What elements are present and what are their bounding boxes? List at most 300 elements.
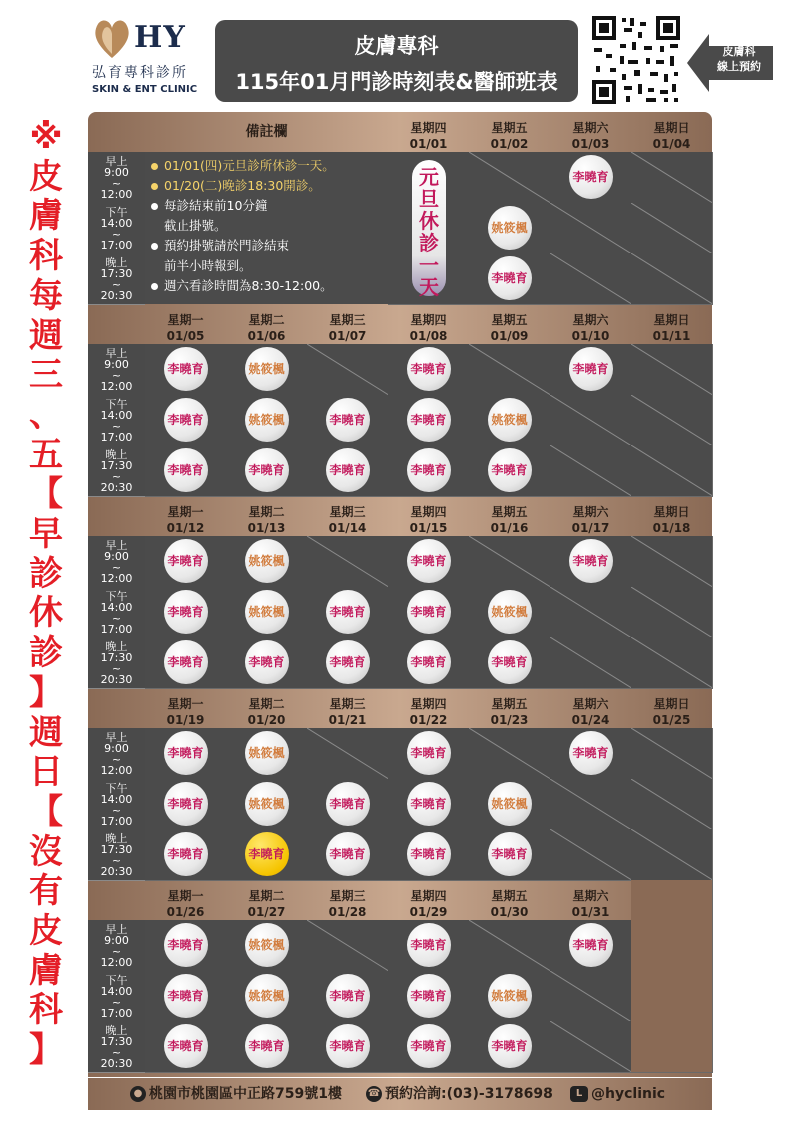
- side-notice-char: 每: [29, 275, 63, 316]
- remark-line: [151, 198, 267, 214]
- time-sep: ~: [111, 227, 122, 241]
- time-start: 17:30: [100, 459, 133, 473]
- qr-code-icon[interactable]: [590, 14, 682, 106]
- time-start: 9:00: [104, 166, 129, 179]
- side-notice-char: 、: [29, 394, 63, 435]
- doctor-badge[interactable]: 李曉育: [569, 347, 613, 391]
- doctor-badge[interactable]: 李曉育: [245, 1024, 289, 1068]
- time-slot-label: [88, 395, 145, 447]
- time-end: 12:00: [100, 956, 133, 969]
- time-end: 20:30: [100, 673, 133, 687]
- doctor-badge[interactable]: 李曉育: [164, 347, 208, 391]
- doctor-badge[interactable]: 姚筱楓: [245, 398, 289, 442]
- clinic-logo: [92, 12, 207, 102]
- time-start: 17:30: [100, 843, 133, 857]
- remark-text: 截止掛號。: [164, 218, 227, 233]
- time-start: 17:30: [100, 651, 133, 665]
- remark-line: [151, 238, 289, 254]
- schedule-cell: [469, 395, 551, 447]
- page-title-box: [215, 20, 578, 102]
- date-label: 01/04: [652, 137, 691, 151]
- doctor-badge[interactable]: 李曉育: [326, 640, 370, 684]
- weekday-label: 星期一: [167, 889, 204, 903]
- date-label: 01/12: [166, 521, 205, 535]
- date-label: 01/16: [490, 521, 529, 535]
- doctor-badge[interactable]: 李曉育: [407, 782, 451, 826]
- no-clinic-slash: [550, 445, 631, 496]
- date-label: 01/18: [652, 521, 691, 535]
- no-clinic-slash: [631, 637, 712, 688]
- date-label: 01/25: [652, 713, 691, 727]
- time-slot-label: [88, 253, 145, 305]
- date-label: 01/02: [490, 137, 529, 151]
- time-period: 晚上: [105, 832, 128, 846]
- doctor-badge[interactable]: 姚筱楓: [245, 782, 289, 826]
- time-end: 20:30: [100, 1057, 133, 1071]
- schedule-cell: [226, 829, 308, 881]
- weekday-label: 星期二: [248, 697, 285, 711]
- schedule-cell: [550, 152, 632, 204]
- heart-leaf-icon: [92, 14, 132, 60]
- holiday-char: 診: [419, 231, 439, 255]
- date-label: 01/30: [490, 905, 529, 919]
- date-label: 01/21: [328, 713, 367, 727]
- doctor-badge[interactable]: 李曉育: [164, 590, 208, 634]
- time-sep: ~: [111, 995, 122, 1009]
- side-notice-char: 沒: [29, 831, 63, 872]
- line-icon: L: [570, 1086, 588, 1102]
- date-label: 01/05: [166, 329, 205, 343]
- time-period: 晚上: [105, 1024, 128, 1038]
- weekday-label: 星期六: [572, 505, 609, 519]
- doctor-badge[interactable]: 李曉育: [569, 923, 613, 967]
- remark-text: 週六看診時間為8:30-12:00。: [164, 278, 333, 293]
- schedule-cell: [550, 445, 632, 497]
- schedule-cell: [388, 829, 470, 881]
- side-notice-char: 科: [29, 236, 63, 277]
- doctor-badge[interactable]: 李曉育: [164, 832, 208, 876]
- booking-label-1: 皮膚科: [722, 45, 756, 58]
- doctor-badge[interactable]: 李曉育: [164, 782, 208, 826]
- page-title: 皮膚專科: [354, 34, 439, 58]
- date-label: 01/15: [409, 521, 448, 535]
- date-label: 01/14: [328, 521, 367, 535]
- schedule-cell: [145, 1021, 227, 1073]
- side-notice-char: 週: [29, 712, 63, 753]
- weekday-label: 星期四: [410, 505, 447, 519]
- schedule-cell: [469, 779, 551, 831]
- doctor-badge[interactable]: 李曉育: [407, 590, 451, 634]
- phone-link[interactable]: [366, 1078, 553, 1110]
- time-slot-label: [88, 728, 145, 780]
- date-label: 01/13: [247, 521, 286, 535]
- doctor-badge[interactable]: 李曉育: [407, 539, 451, 583]
- no-clinic-slash: [631, 152, 712, 203]
- weekday-label: 星期三: [329, 505, 366, 519]
- no-clinic-slash: [550, 971, 631, 1022]
- schedule-cell: [469, 536, 551, 588]
- date-label: 01/23: [490, 713, 529, 727]
- schedule-cell: [226, 728, 308, 780]
- weekday-label: 星期二: [248, 889, 285, 903]
- schedule-cell: [226, 344, 308, 396]
- time-sep: ~: [111, 803, 122, 817]
- schedule-cell: [307, 829, 389, 881]
- weekday-label: 星期五: [491, 505, 528, 519]
- time-sep: ~: [111, 419, 122, 433]
- time-sep: ~: [111, 278, 122, 292]
- date-label: 01/24: [571, 713, 610, 727]
- schedule-cell: [550, 395, 632, 447]
- schedule-cell: [550, 829, 632, 881]
- page-subtitle: 115年01月門診時刻表&醫師班表: [235, 70, 558, 94]
- no-clinic-slash: [307, 920, 388, 971]
- schedule-cell: [550, 203, 632, 255]
- time-end: 17:00: [100, 622, 133, 636]
- weekday-label: 星期一: [167, 505, 204, 519]
- schedule-cell: [388, 395, 470, 447]
- doctor-badge[interactable]: 李曉育: [407, 347, 451, 391]
- weekday-label: 星期四: [410, 889, 447, 903]
- doctor-badge[interactable]: 李曉育: [164, 640, 208, 684]
- time-slot-label: [88, 203, 145, 255]
- doctor-badge[interactable]: 李曉育: [569, 539, 613, 583]
- doctor-badge[interactable]: 姚筱楓: [245, 590, 289, 634]
- doctor-badge[interactable]: 姚筱楓: [245, 347, 289, 391]
- time-sep: ~: [111, 753, 122, 766]
- no-clinic-slash: [307, 728, 388, 779]
- time-start: 9:00: [104, 550, 129, 563]
- schedule-cell: [145, 536, 227, 588]
- bullet-icon: [151, 243, 158, 250]
- time-end: 20:30: [100, 289, 133, 303]
- side-notice-char: 】: [29, 672, 63, 713]
- doctor-badge[interactable]: 李曉育: [326, 782, 370, 826]
- time-slot-label: [88, 1021, 145, 1073]
- line-id: @hyclinic: [591, 1086, 666, 1102]
- doctor-badge[interactable]: 姚筱楓: [245, 731, 289, 775]
- side-notice: [25, 118, 67, 1071]
- doctor-badge[interactable]: 李曉育: [407, 923, 451, 967]
- schedule-cell: [631, 253, 713, 305]
- remark-line: [164, 218, 227, 234]
- date-label: 01/08: [409, 329, 448, 343]
- schedule-cell: [226, 395, 308, 447]
- doctor-badge[interactable]: 李曉育: [245, 832, 289, 876]
- schedule-cell: [550, 728, 632, 780]
- doctor-badge[interactable]: 姚筱楓: [488, 206, 532, 250]
- doctor-badge[interactable]: 姚筱楓: [488, 782, 532, 826]
- time-slot-label: [88, 536, 145, 588]
- doctor-badge[interactable]: 李曉育: [326, 832, 370, 876]
- line-link[interactable]: [570, 1078, 665, 1110]
- schedule-cell: [145, 637, 227, 689]
- date-label: 01/19: [166, 713, 205, 727]
- doctor-badge[interactable]: 李曉育: [326, 590, 370, 634]
- weekday-label: 星期一: [167, 697, 204, 711]
- no-clinic-slash: [631, 253, 712, 304]
- weekday-label: 星期三: [329, 889, 366, 903]
- time-sep: ~: [111, 369, 122, 382]
- doctor-badge[interactable]: 李曉育: [488, 256, 532, 300]
- time-period: 晚上: [105, 448, 128, 462]
- date-label: 01/26: [166, 905, 205, 919]
- time-end: 17:00: [100, 238, 133, 252]
- no-clinic-slash: [469, 920, 550, 971]
- side-notice-char: 日: [29, 752, 63, 793]
- time-slot-label: [88, 344, 145, 396]
- no-clinic-slash: [631, 395, 712, 446]
- weekday-label: 星期二: [248, 313, 285, 327]
- schedule-cell: [388, 637, 470, 689]
- holiday-char: 旦: [419, 187, 439, 211]
- doctor-badge[interactable]: 李曉育: [488, 1024, 532, 1068]
- schedule-cell: [145, 829, 227, 881]
- doctor-badge[interactable]: 李曉育: [407, 974, 451, 1018]
- date-label: 01/20: [247, 713, 286, 727]
- footer-bar: [88, 1078, 712, 1110]
- schedule-cell: [307, 728, 389, 780]
- doctor-badge[interactable]: 李曉育: [407, 731, 451, 775]
- time-end: 20:30: [100, 481, 133, 495]
- remark-line: [164, 258, 252, 274]
- time-sep: ~: [111, 945, 122, 958]
- doctor-badge[interactable]: 李曉育: [407, 398, 451, 442]
- doctor-badge[interactable]: 李曉育: [488, 832, 532, 876]
- date-label: 01/01: [409, 137, 448, 151]
- schedule-cell: [631, 829, 713, 881]
- time-sep: ~: [111, 561, 122, 574]
- time-end: 12:00: [100, 764, 133, 777]
- schedule-cell: [469, 152, 551, 204]
- schedule-cell: [550, 536, 632, 588]
- side-notice-char: ※: [29, 117, 63, 157]
- no-clinic-slash: [469, 152, 550, 203]
- doctor-badge[interactable]: 李曉育: [245, 640, 289, 684]
- weekday-label: 星期二: [248, 505, 285, 519]
- schedule-cell: [226, 587, 308, 639]
- time-period: 早上: [105, 923, 128, 936]
- no-clinic-slash: [469, 728, 550, 779]
- no-clinic-slash: [631, 587, 712, 638]
- date-label: 01/06: [247, 329, 286, 343]
- schedule-cell: [226, 920, 308, 972]
- schedule-cell: [631, 445, 713, 497]
- weekday-label: 星期三: [329, 313, 366, 327]
- time-slot-label: [88, 445, 145, 497]
- phone-icon: ☎: [366, 1086, 382, 1102]
- doctor-badge[interactable]: 李曉育: [569, 731, 613, 775]
- time-end: 12:00: [100, 572, 133, 585]
- time-end: 17:00: [100, 430, 133, 444]
- schedule-grid: [88, 112, 712, 1077]
- holiday-char: 休: [419, 209, 439, 233]
- no-clinic-slash: [631, 445, 712, 496]
- doctor-badge[interactable]: 李曉育: [407, 448, 451, 492]
- doctor-badge[interactable]: 姚筱楓: [245, 974, 289, 1018]
- schedule-cell: [631, 395, 713, 447]
- schedule-cell: [145, 971, 227, 1023]
- map-pin-icon: ●: [130, 1086, 146, 1102]
- no-clinic-slash: [307, 536, 388, 587]
- schedule-cell: [469, 587, 551, 639]
- doctor-badge[interactable]: 李曉育: [164, 923, 208, 967]
- no-clinic-slash: [550, 203, 631, 254]
- time-start: 17:30: [100, 1035, 133, 1049]
- schedule-cell: [307, 1021, 389, 1073]
- schedule-cell: [631, 637, 713, 689]
- holiday-char: 天: [419, 275, 439, 299]
- schedule-cell: [307, 445, 389, 497]
- holiday-char: 一: [419, 253, 439, 277]
- schedule-cell: [550, 637, 632, 689]
- online-booking-button[interactable]: [687, 30, 773, 96]
- doctor-badge[interactable]: 李曉育: [164, 731, 208, 775]
- time-end: 12:00: [100, 380, 133, 393]
- doctor-badge[interactable]: 姚筱楓: [488, 974, 532, 1018]
- schedule-table: [88, 112, 712, 1109]
- logo-text: HY: [134, 20, 186, 55]
- weekday-label: 星期五: [491, 313, 528, 327]
- side-notice-char: 診: [29, 553, 63, 594]
- no-clinic-slash: [469, 344, 550, 395]
- schedule-cell: [469, 920, 551, 972]
- weekday-label: 星期五: [491, 889, 528, 903]
- remark-text: 01/20(二)晚診18:30開診。: [164, 178, 321, 193]
- time-period: 晚上: [105, 640, 128, 654]
- doctor-badge[interactable]: 李曉育: [407, 832, 451, 876]
- doctor-badge[interactable]: 李曉育: [326, 1024, 370, 1068]
- doctor-badge[interactable]: 李曉育: [164, 1024, 208, 1068]
- schedule-cell: [550, 253, 632, 305]
- doctor-badge[interactable]: 姚筱楓: [488, 590, 532, 634]
- doctor-badge[interactable]: 李曉育: [326, 974, 370, 1018]
- schedule-cell: [145, 395, 227, 447]
- bullet-icon: [151, 183, 158, 190]
- doctor-badge[interactable]: 姚筱楓: [245, 923, 289, 967]
- time-end: 20:30: [100, 865, 133, 879]
- schedule-cell: [307, 395, 389, 447]
- weekday-label: 星期四: [410, 313, 447, 327]
- time-sep: ~: [111, 470, 122, 484]
- side-notice-char: 膚: [29, 196, 63, 237]
- time-period: 下午: [105, 781, 128, 795]
- doctor-badge[interactable]: 李曉育: [569, 155, 613, 199]
- weekday-label: 星期日: [653, 313, 690, 327]
- schedule-cell: [145, 587, 227, 639]
- schedule-cell: [388, 779, 470, 831]
- schedule-cell: [388, 587, 470, 639]
- schedule-cell: [226, 1021, 308, 1073]
- schedule-cell: [226, 971, 308, 1023]
- doctor-badge[interactable]: 姚筱楓: [488, 398, 532, 442]
- empty-cell: [631, 880, 713, 1073]
- schedule-cell: [145, 728, 227, 780]
- doctor-badge[interactable]: 李曉育: [164, 974, 208, 1018]
- phone-number: 預約洽詢:(03)-3178698: [385, 1086, 553, 1102]
- side-notice-char: 科: [29, 990, 63, 1031]
- schedule-cell: [550, 1021, 632, 1073]
- remarks-box: [145, 152, 389, 304]
- schedule-cell: [469, 829, 551, 881]
- doctor-badge[interactable]: 李曉育: [326, 398, 370, 442]
- schedule-cell: [388, 728, 470, 780]
- remark-line: [151, 178, 321, 194]
- schedule-cell: [550, 971, 632, 1023]
- no-clinic-slash: [550, 253, 631, 304]
- date-label: 01/27: [247, 905, 286, 919]
- time-sep: ~: [111, 854, 122, 868]
- date-label: 01/11: [652, 329, 691, 343]
- schedule-cell: [388, 1021, 470, 1073]
- doctor-badge[interactable]: 李曉育: [488, 640, 532, 684]
- no-clinic-slash: [550, 587, 631, 638]
- clinic-name-en: SKIN & ENT CLINIC: [92, 84, 198, 95]
- side-notice-char: 五: [29, 434, 63, 475]
- side-notice-char: 三: [29, 355, 63, 396]
- time-slot-label: [88, 637, 145, 689]
- doctor-badge[interactable]: 李曉育: [245, 448, 289, 492]
- schedule-cell: [550, 779, 632, 831]
- schedule-cell: [307, 920, 389, 972]
- remark-header: 備註欄: [245, 124, 288, 140]
- schedule-cell: [550, 920, 632, 972]
- doctor-badge[interactable]: 李曉育: [164, 448, 208, 492]
- remark-line: [151, 278, 333, 294]
- schedule-cell: [469, 1021, 551, 1073]
- holiday-banner: [412, 160, 446, 299]
- doctor-badge[interactable]: 李曉育: [164, 539, 208, 583]
- no-clinic-slash: [550, 395, 631, 446]
- schedule-cell: [631, 152, 713, 204]
- schedule-cell: [550, 587, 632, 639]
- weekday-label: 星期五: [491, 121, 528, 135]
- schedule-cell: [307, 344, 389, 396]
- remark-text: 每診結束前10分鐘: [164, 198, 268, 213]
- no-clinic-slash: [550, 637, 631, 688]
- doctor-badge[interactable]: 李曉育: [407, 1024, 451, 1068]
- schedule-cell: [307, 779, 389, 831]
- date-label: 01/09: [490, 329, 529, 343]
- no-clinic-slash: [550, 829, 631, 880]
- doctor-badge[interactable]: 姚筱楓: [245, 539, 289, 583]
- time-period: 下午: [105, 589, 128, 603]
- no-clinic-slash: [631, 203, 712, 254]
- schedule-cell: [388, 536, 470, 588]
- no-clinic-slash: [631, 344, 712, 395]
- remark-text: 預約掛號請於門診結束: [164, 238, 290, 253]
- schedule-cell: [631, 536, 713, 588]
- remark-text: 01/01(四)元旦診所休診一天。: [164, 158, 335, 173]
- doctor-badge[interactable]: 李曉育: [407, 640, 451, 684]
- doctor-badge[interactable]: 李曉育: [164, 398, 208, 442]
- schedule-cell: [388, 445, 470, 497]
- schedule-cell: [631, 728, 713, 780]
- schedule-cell: [469, 253, 551, 305]
- schedule-cell: [469, 344, 551, 396]
- schedule-cell: [550, 344, 632, 396]
- time-period: 晚上: [105, 256, 128, 270]
- doctor-badge[interactable]: 李曉育: [488, 448, 532, 492]
- doctor-badge[interactable]: 李曉育: [326, 448, 370, 492]
- weekday-label: 星期四: [410, 697, 447, 711]
- date-label: 01/22: [409, 713, 448, 727]
- time-period: 早上: [105, 155, 128, 168]
- date-label: 01/31: [571, 905, 610, 919]
- side-notice-char: 週: [29, 315, 63, 356]
- time-start: 14:00: [100, 984, 133, 998]
- time-start: 14:00: [100, 600, 133, 614]
